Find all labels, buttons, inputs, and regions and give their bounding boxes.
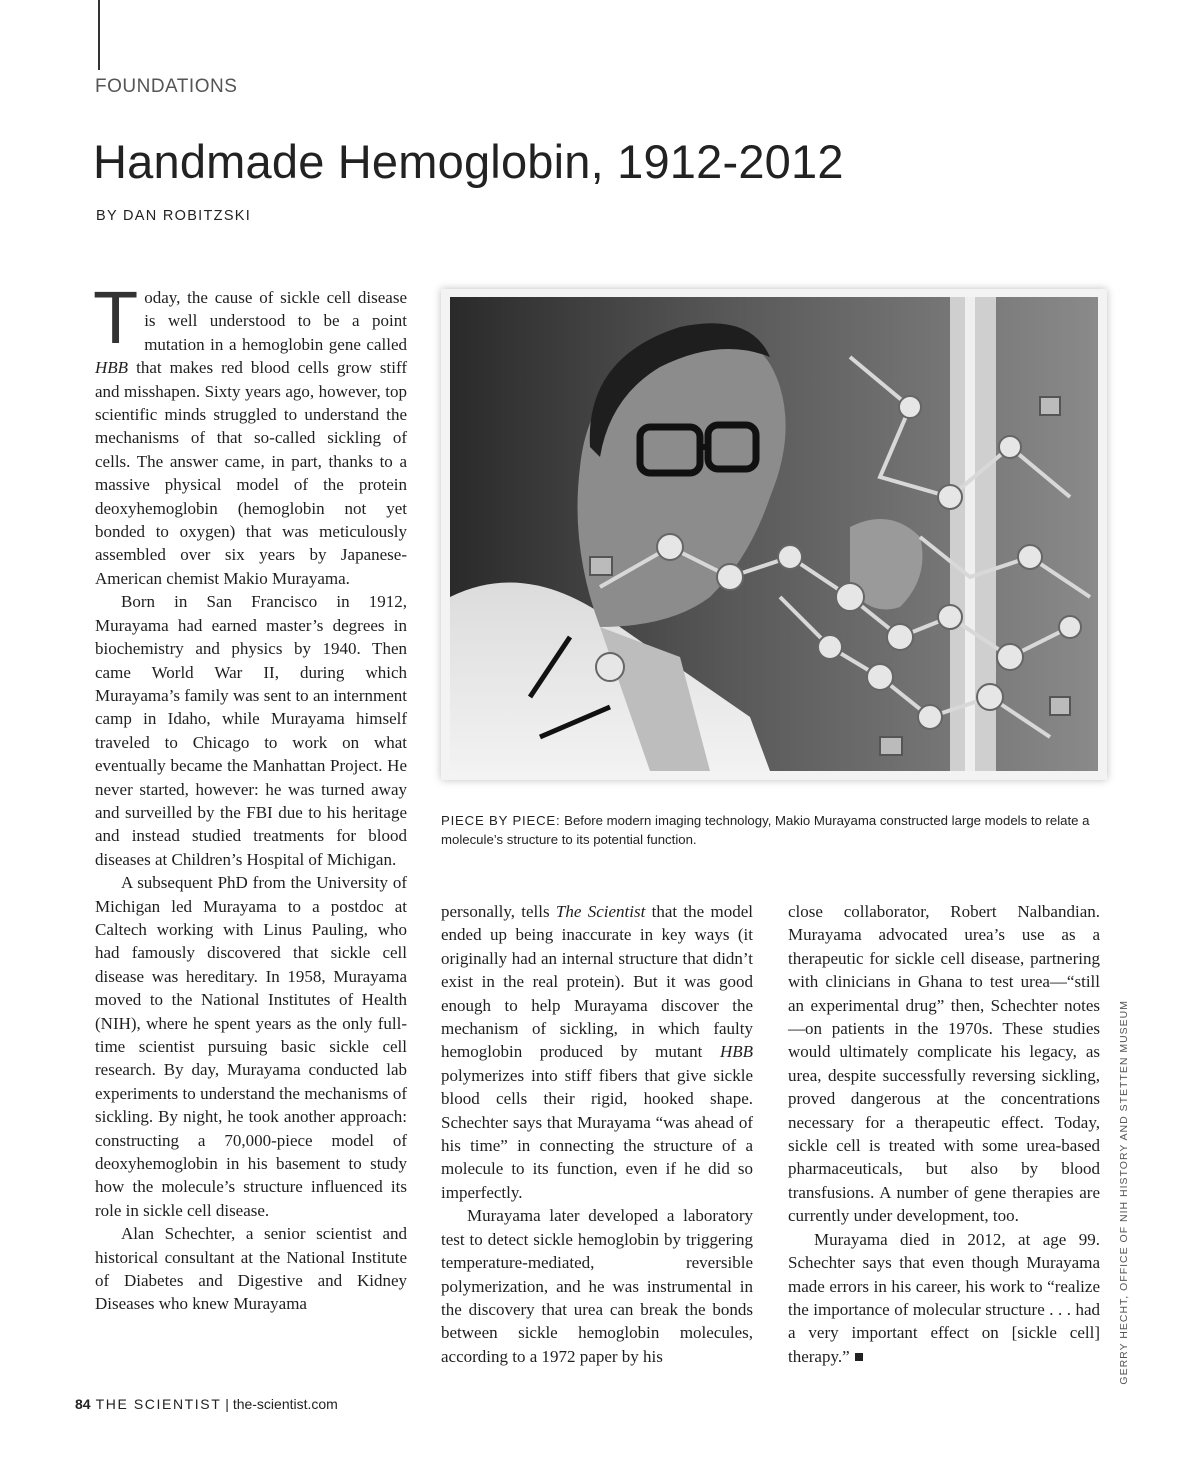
article-column-2 xyxy=(441,900,753,1368)
photo-caption xyxy=(441,811,1101,849)
gene-name: HBB xyxy=(719,1042,753,1062)
footer-url[interactable]: the-scientist.com xyxy=(232,1396,338,1412)
section-label: FOUNDATIONS xyxy=(95,76,238,97)
paragraph-6: Murayama later developed a laboratory test to detect sickle hemoglobin by triggering temperature-mediated, reversible polymerization, and he was instrumental in the discovery that urea can break the bonds between sickle hemoglobin molecules, according to a 1972 paper by his xyxy=(441,1206,753,1366)
paragraph-5: personally, tells The Scientist that the model ended up being inaccurate in key ways (it originally had an internal structure that didn’t exist in the real protein). But it was good enough to help Murayama discover the mechanism of sickling, in which faulty hemoglobin produced by mutant HBB polymerizes into stiff fibers that give sickle blood cells their rigid, hooked shape. Schechter says that Murayama “was ahead of his time” in connecting the structure of a molecule to its function, even if he did so imperfectly. xyxy=(441,902,753,1202)
article-title: Handmade Hemoglobin, 1912-2012 xyxy=(93,135,844,188)
murayama-photo xyxy=(450,297,1098,771)
gene-name: HBB xyxy=(95,358,129,378)
paragraph-3: A subsequent PhD from the University of Michigan led Murayama to a postdoc at Caltech working with Linus Pauling, who had famously discovered that sickle cell disease was hereditary. In 1958, Murayama moved to the National Institutes of Health (NIH), where he spent years as the only full-time scientist pursuing basic sickle cell research. By day, Murayama conducted lab experiments to understand the mechanisms of sickling. By night, he took another approach: constructing a 70,000-piece model of deoxyhemoglobin in his basement to study how the molecule’s structure influenced its role in sickle cell disease. xyxy=(95,873,407,1220)
end-mark xyxy=(855,1353,863,1361)
photo-credit: GERRY HECHT, OFFICE OF NIH HISTORY AND STETTEN MUSEUM xyxy=(1118,1000,1130,1385)
page-footer xyxy=(75,1396,338,1412)
drop-cap: T xyxy=(93,276,139,359)
byline: BY DAN ROBITZSKI xyxy=(96,208,252,224)
page-number: 84 xyxy=(75,1396,91,1412)
magazine-name: THE SCIENTIST xyxy=(95,1396,222,1412)
article-column-1 xyxy=(93,276,407,1316)
paragraph-8: Murayama died in 2012, at age 99. Schechter says that even though Murayama made errors in his career, his work to “realize the importance of molecular structure . . . had a very important effect on [sickle cell] therapy.” xyxy=(788,1229,1100,1366)
article-column-3 xyxy=(788,900,1100,1368)
photo-frame xyxy=(441,289,1107,780)
caption-head: PIECE BY PIECE: xyxy=(441,813,561,828)
paragraph-4: Alan Schechter, a senior scientist and historical consultant at the National Institute of Diabetes and Digestive and Kidney Diseases who knew Murayama xyxy=(95,1224,407,1314)
paragraph-1: Today, the cause of sickle cell disease is well understood to be a point mutation in a hemoglobin gene called HBB that makes red blood cells grow stiff and misshapen. Sixty years ago, however, top scientific minds struggled to understand the mechanisms of that so-called sickling of cells. The answer came, in part, thanks to a massive physical model of the protein deoxyhemoglobin (hemoglobin not yet bonded to oxygen) that was meticulously assembled over six years by Japanese-American chemist Makio Murayama. xyxy=(93,276,407,588)
caption-text: Before modern imaging technology, Makio Murayama constructed large models to relate a molecule’s structure to its potential function. xyxy=(441,813,1090,847)
publication-name: The Scientist xyxy=(555,902,646,921)
header-rule xyxy=(98,0,100,70)
paragraph-7: close collaborator, Robert Nalbandian. Murayama advocated urea’s use as a therapeutic for sickle cell disease, partnering with clinicians in Ghana to test urea—“still an experimental drug” then, Schechter notes—on patients in the 1970s. These studies would ultimately complicate his legacy, as urea, despite successfully reversing sickling, proved dangerous at the concentrations necessary for a therapeutic effect. Today, sickle cell is treated with some urea-based pharmaceuticals, but also by blood transfusions. A number of gene therapies are currently under development, too. xyxy=(788,902,1100,1226)
footer-separator: | xyxy=(221,1396,233,1412)
paragraph-2: Born in San Francisco in 1912, Murayama had earned master’s degrees in biochemistry and physics by 1940. Then came World War II, during which Murayama’s family was sent to an internment camp in Idaho, while Murayama himself traveled to Chicago to work on what eventually became the Manhattan Project. He never started, however: he was turned away and surveilled by the FBI due to his heritage and instead studied treatments for blood diseases at Children’s Hospital of Michigan. xyxy=(95,592,407,869)
